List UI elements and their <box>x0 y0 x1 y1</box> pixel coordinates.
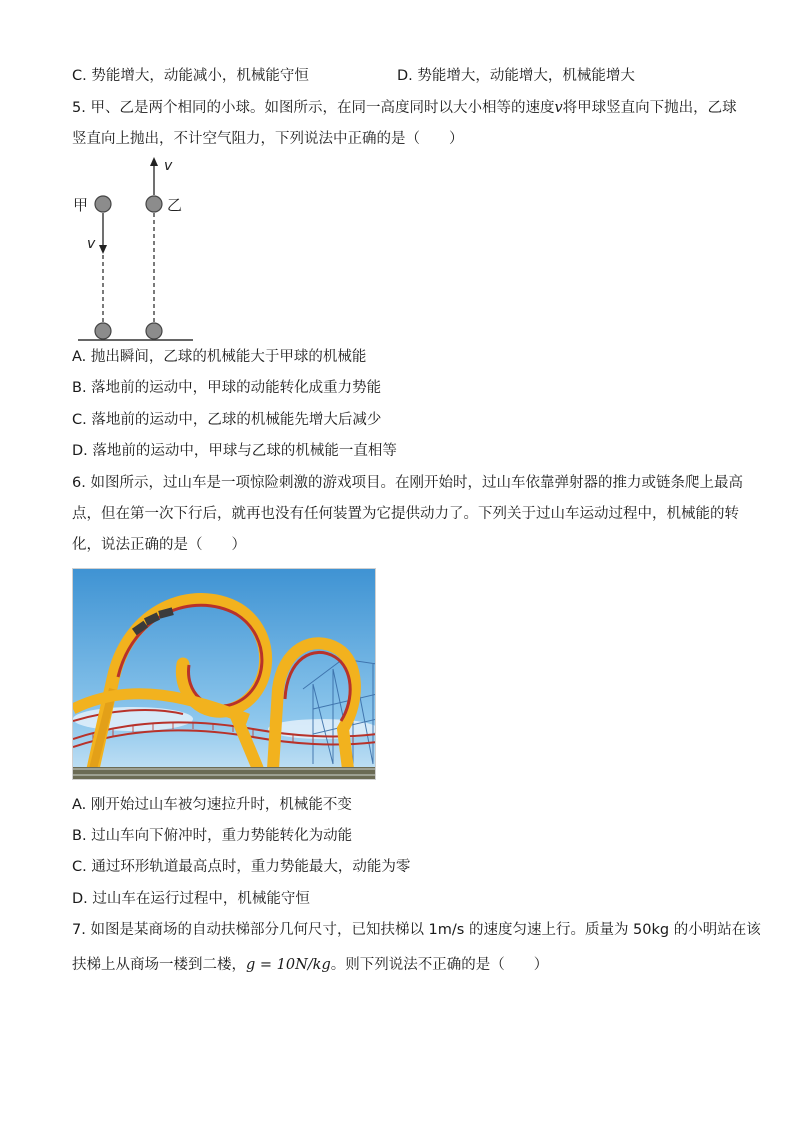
label-v-up: v <box>164 158 173 174</box>
q6-option-c: C. 通过环形轨道最高点时，重力势能最大，动能为零 <box>72 859 411 875</box>
q5-option-a: A. 抛出瞬间，乙球的机械能大于甲球的机械能 <box>72 349 367 365</box>
q5-stem-line2: 竖直向上抛出，不计空气阻力，下列说法中正确的是（ ） <box>72 131 464 147</box>
ball-jia-top <box>95 196 111 212</box>
velocity-up-arrowhead <box>150 157 158 166</box>
q6-stem-line1: 6. 如图所示，过山车是一项惊险刺激的游戏项目。在刚开始时，过山车依靠弹射器的推力或链条爬上最高 <box>72 475 743 491</box>
ball-jia-ground <box>95 323 111 339</box>
roller-coaster-photo <box>72 568 376 780</box>
q5-option-b: B. 落地前的运动中，甲球的动能转化成重力势能 <box>72 380 382 396</box>
q6-option-d: D. 过山车在运行过程中，机械能守恒 <box>72 891 310 907</box>
q4-option-d: D. 势能增大，动能增大，机械能增大 <box>397 68 635 84</box>
q6-option-a: A. 刚开始过山车被匀速拉升时，机械能不变 <box>72 797 352 813</box>
q4-option-c: C. 势能增大，动能减小，机械能守恒 <box>72 68 309 84</box>
label-v-down: v <box>87 236 96 252</box>
q5-option-d: D. 落地前的运动中，甲球与乙球的机械能一直相等 <box>72 443 397 459</box>
q7-stem-line1: 7. 如图是某商场的自动扶梯部分几何尺寸，已知扶梯以 1m/s 的速度匀速上行。质量为 50kg 的小明站在该 <box>72 922 761 938</box>
q7-stem-line2: 扶梯上从商场一楼到二楼，g = 10N/kg。则下列说法不正确的是（ ） <box>72 957 549 973</box>
q6-option-b: B. 过山车向下俯冲时，重力势能转化为动能 <box>72 828 353 844</box>
ball-yi-ground <box>146 323 162 339</box>
label-yi: 乙 <box>167 196 183 214</box>
q6-stem-line2: 点，但在第一次下行后，就再也没有任何装置为它提供动力了。下列关于过山车运动过程中，机械能的转 <box>72 506 739 522</box>
roller-coaster-illustration <box>73 569 376 780</box>
q6-stem-line3: 化，说法正确的是（ ） <box>72 537 246 553</box>
q5-stem-line1: 5. 甲、乙是两个相同的小球。如图所示，在同一高度同时以大小相等的速度v将甲球竖直向下抛出，乙球 <box>72 100 737 116</box>
q5-option-c: C. 落地前的运动中，乙球的机械能先增大后减少 <box>72 412 382 428</box>
velocity-down-arrowhead <box>99 245 107 254</box>
label-jia: 甲 <box>73 196 89 214</box>
ball-yi-top <box>146 196 162 212</box>
q5-figure <box>68 155 208 345</box>
